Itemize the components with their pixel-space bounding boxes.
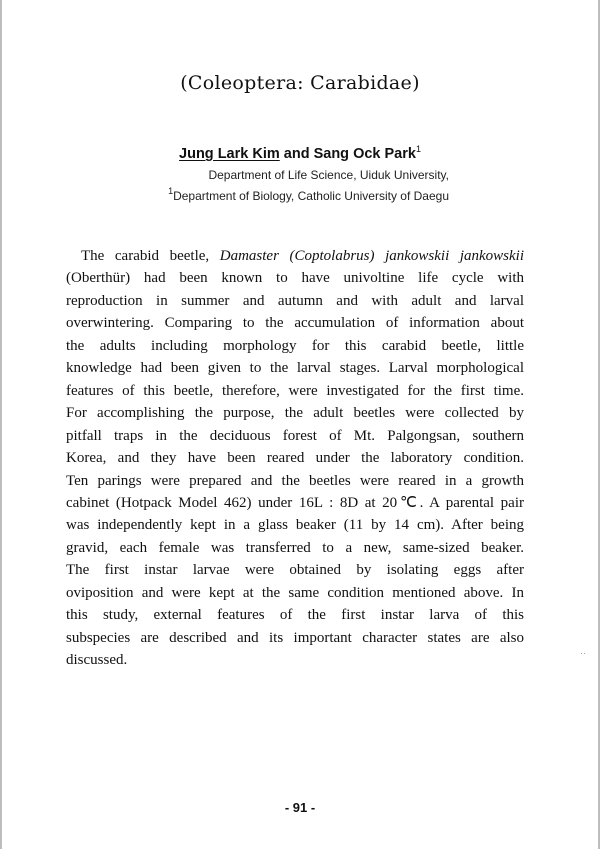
- affiliation-1: [208, 168, 449, 182]
- page-left-edge: [0, 0, 2, 849]
- abstract-line: gravid, each female was transferred to a new, same-sized beaker.: [66, 539, 524, 556]
- abstract-line: oviposition and were kept at the same condition mentioned above. In: [66, 584, 524, 601]
- abstract-text: The carabid beetle,: [81, 248, 220, 264]
- abstract-body: [66, 245, 524, 672]
- abstract-line: [66, 245, 524, 267]
- abstract-line: The first instar larvae were obtained by isolating eggs after: [66, 562, 524, 579]
- abstract-line: discussed.: [66, 652, 128, 669]
- abstract-line: overwintering. Comparing to the accumulation of information about: [66, 315, 524, 332]
- abstract-line: cabinet (Hotpack Model 462) under 16L : 8D at 20℃. A parental pair: [66, 494, 524, 511]
- author-line: [0, 144, 600, 162]
- author-2-mark: 1: [415, 144, 421, 154]
- abstract-line: Korea, and they have been reared under the laboratory condition.: [66, 450, 524, 467]
- abstract-line: subspecies are described and its important character states are also: [66, 629, 524, 646]
- affiliation-2: [168, 186, 449, 203]
- affiliation-2-text: Department of Biology, Catholic University of Daegu: [173, 189, 449, 203]
- page-number: - 91 -: [284, 800, 316, 815]
- species-name: Damaster (Coptolabrus) jankowskii jankowskii: [219, 248, 524, 264]
- author-connector: and: [283, 146, 310, 162]
- affiliation-2-mark: 1: [168, 186, 174, 196]
- abstract-line: Ten parings were prepared and the beetles were reared in a growth: [66, 472, 524, 489]
- abstract-line: reproduction in summer and autumn and with adult and larval: [66, 292, 524, 309]
- author-2: Sang Ock Park: [313, 146, 416, 162]
- abstract-line: was independently kept in a glass beaker (11 by 14 cm). After being: [66, 517, 524, 534]
- abstract-line: this study, external features of the first instar larva of this: [66, 607, 524, 624]
- abstract-line: the adults including morphology for this carabid beetle, little: [66, 337, 524, 354]
- author-1: Jung Lark Kim: [179, 146, 280, 162]
- abstract-line: knowledge had been given to the larval stages. Larval morphological: [66, 360, 524, 377]
- paper-title: (Coleoptera: Carabidae): [180, 72, 420, 94]
- abstract-line: pitfall traps in the deciduous forest of Mt. Palgongsan, southern: [66, 427, 524, 444]
- margin-mark: ··: [580, 648, 586, 658]
- affiliation-1-text: Department of Life Science, Uiduk University,: [208, 168, 449, 182]
- abstract-line: features of this beetle, therefore, were investigated for the first time.: [66, 382, 524, 399]
- abstract-line: (Oberthür) had been known to have univoltine life cycle with: [66, 270, 524, 287]
- abstract-line: For accomplishing the purpose, the adult beetles were collected by: [66, 405, 524, 422]
